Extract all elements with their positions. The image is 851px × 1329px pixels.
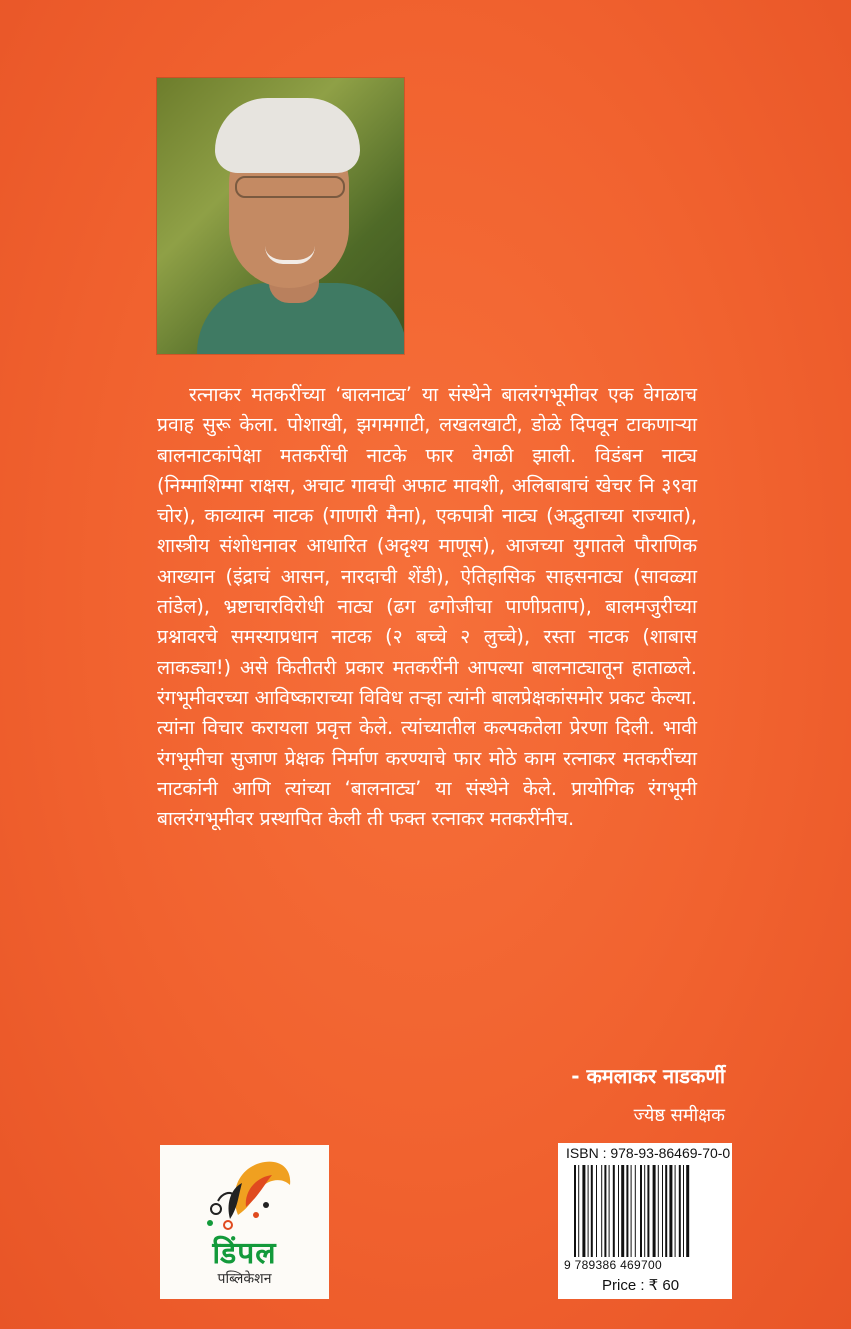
publisher-name: डिंपल	[212, 1236, 277, 1271]
publisher-logo	[160, 1145, 329, 1299]
barcode-box	[558, 1143, 732, 1299]
attribution-name: - कमलाकर नाडकर्णी	[571, 1064, 725, 1088]
isbn-label: ISBN : 978-93-86469-70-0	[566, 1145, 731, 1161]
publisher-subtitle: पब्लिकेशन	[217, 1271, 272, 1287]
price-label: Price : ₹ 60	[602, 1277, 680, 1294]
barcode-number: 9 789386 469700	[564, 1258, 662, 1272]
bird-logo-icon	[160, 1145, 329, 1245]
blurb-text: रत्नाकर मतकरींच्या ‘बालनाट्य’ या संस्थेने बालरंगभूमीवर एक वेगळाच प्रवाह सुरू केला. पोशाखी, झगमगाटी, लखलखाटी, डोळे दिपवून टाकणाऱ्या बालनाटकांपेक्षा मतकरींची नाटके फार वेगळी झाली. विडंबन नाट्य (निम्माशिम्मा राक्षस, अचाट गावची अफाट मावशी, अलिबाबाचं खेचर नि ३९वा चोर), काव्यात्म नाटक (गाणारी मैना), एकपात्री नाट्य (अद्भुताच्या राज्यात), शास्त्रीय संशोधनावर आधारित (अदृश्य माणूस), आजच्या युगातले पौराणिक आख्यान (इंद्राचं आसन, नारदाची शेंडी), ऐतिहासिक साहसनाट्य (सावळ्या तांडेल), भ्रष्टाचारविरोधी नाट्य (ढग ढगोजीचा पाणीप्रताप), बालमजुरीच्या प्रश्नावरचे समस्याप्रधान नाटक (२ बच्चे २ लुच्चे), रस्ता नाटक (शाबास लाकड्या!) असे कितीतरी प्रकार मतकरींनी आपल्या बालनाट्यातून हाताळले. रंगभूमीवरच्या आविष्काराच्या विविध तऱ्हा त्यांनी बालप्रेक्षकांसमोर प्रकट केल्या. त्यांना विचार करायला प्रवृत्त केले. त्यांच्यातील कल्पकतेला प्रेरणा दिली. भावी रंगभूमीचा सुजाण प्रेक्षक निर्माण करण्याचे फार मोठे काम रत्नाकर मतकरींच्या नाटकांनी आणि त्यांच्या ‘बालनाट्य’ या संस्थेने केले. प्रायोगिक रंगभूमी बालरंगभूमीवर प्रस्थापित केली ती फक्त रत्नाकर मतकरींनीच.	[157, 383, 697, 831]
author-photo	[157, 78, 404, 354]
attribution-role: ज्येष्ठ समीक्षक	[633, 1105, 725, 1126]
barcode-icon	[574, 1165, 718, 1257]
